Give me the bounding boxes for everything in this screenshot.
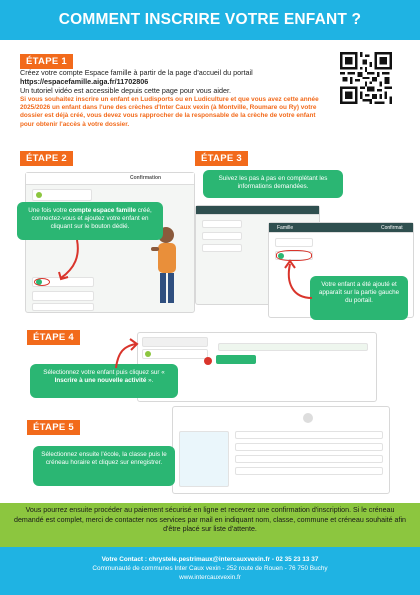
step-1-text [20, 68, 330, 129]
footer-contact [0, 547, 420, 595]
step-1-label: ÉTAPE 1 [20, 54, 73, 69]
bubble-bold: Inscrire à une nouvelle activité [54, 377, 147, 385]
portal-link[interactable]: https://espacefamille.aiga.fr/11702806 [20, 77, 149, 87]
arrow-icon [55, 238, 85, 283]
ui-row [32, 291, 94, 301]
step-1-line1: Créez votre compte Espace famille à partir de la page d'accueil du portail [20, 68, 253, 77]
website-link[interactable]: www.intercauxvexin.fr [179, 574, 241, 581]
qr-code-icon[interactable] [340, 52, 392, 104]
step-1-note: Si vous souhaitez inscrire un enfant en Ludisports ou en Ludiculture et que vous avez cette année 2025/2026 un enfant dans l'une des crèches d'Inter Caux vexin (à Montville, Roumare ou Ry) votre dossier est déjà créé, vous devez vous rapprocher de la responsable de la crèche de votre enfant pour obtenir l'accès à votre dossier. [20, 95, 319, 128]
ui-row [202, 220, 242, 228]
ui-title: Famille [277, 225, 294, 231]
page-title: COMMENT INSCRIRE VOTRE ENFANT ? [58, 11, 362, 28]
ui-row [275, 238, 313, 247]
ui-topbar [196, 206, 319, 215]
ui-panel [179, 431, 229, 487]
ui-activity-button [216, 355, 256, 364]
contact-line [0, 555, 420, 564]
address-line: Communauté de communes Inter Caux vexin - 252 route de Rouen - 76 750 Buchy [92, 565, 328, 572]
ui-topbar [26, 173, 194, 185]
footer-info: Vous pourrez ensuite procéder au paiement sécurisé en ligne et recevrez une confirmation d'inscription. Si le créneau demandé est complet, merci de contacter nos services par mail en indiquant nom, classe, commune et créneau souhaité afin d'être placé sur liste d'attente. [0, 503, 420, 547]
step-4-bubble [30, 364, 178, 398]
contact-value[interactable]: chrystele.pestrimaux@intercauxvexin.fr - 02 35 23 13 37 [148, 556, 319, 563]
ui-row [235, 455, 383, 463]
ui-row [235, 467, 383, 475]
ui-row [202, 244, 242, 252]
contact-label: Votre Contact : [101, 556, 149, 563]
step-5-bubble: Sélectionnez ensuite l'école, la classe puis le créneau horaire et cliquez sur enregistrer. [33, 446, 175, 486]
ui-row [235, 431, 383, 439]
ui-avatar [303, 413, 313, 423]
ui-title: Confirmation [130, 175, 162, 181]
step-3-label: ÉTAPE 3 [195, 151, 248, 166]
bubble-text: Une fois votre [28, 207, 69, 214]
ui-child-row [142, 349, 208, 359]
page-header [0, 0, 420, 40]
step-5-screenshot [172, 406, 390, 494]
step-2-label: ÉTAPE 2 [20, 151, 73, 166]
step-3-bubble-1: Suivez les pas à pas en complétant les informations demandées. [203, 170, 343, 198]
ui-dot [145, 351, 151, 357]
arrow-icon [282, 258, 318, 302]
bubble-text: créé, connectez-vous et ajoutez votre enfant en cliquant sur le bouton dédié. [31, 207, 152, 231]
ui-row [218, 343, 368, 351]
ui-row [235, 443, 383, 451]
ui-title: Confirmat [381, 225, 403, 231]
bubble-bold: compte espace famille [68, 207, 137, 214]
step-5-label: ÉTAPE 5 [27, 420, 80, 435]
ui-dot [36, 192, 42, 198]
step-2-screenshot [25, 172, 195, 313]
bubble-text: Sélectionnez votre enfant puis cliquez sur « [43, 369, 165, 376]
step-3-bubble-2: Votre enfant a été ajouté et apparaît sur la partie gauche du portail. [310, 276, 408, 320]
arrow-icon [110, 338, 140, 370]
step-4-label: ÉTAPE 4 [27, 330, 80, 345]
step-2-bubble [17, 202, 163, 240]
step-1-line2: Un tutoriel vidéo est accessible depuis cette page pour vous aider. [20, 86, 231, 96]
ui-row [32, 303, 94, 311]
bubble-text: ». [146, 377, 154, 385]
ui-dot [204, 357, 212, 365]
ui-row [202, 232, 242, 240]
ui-row [142, 337, 208, 347]
highlight-circle [34, 278, 50, 286]
